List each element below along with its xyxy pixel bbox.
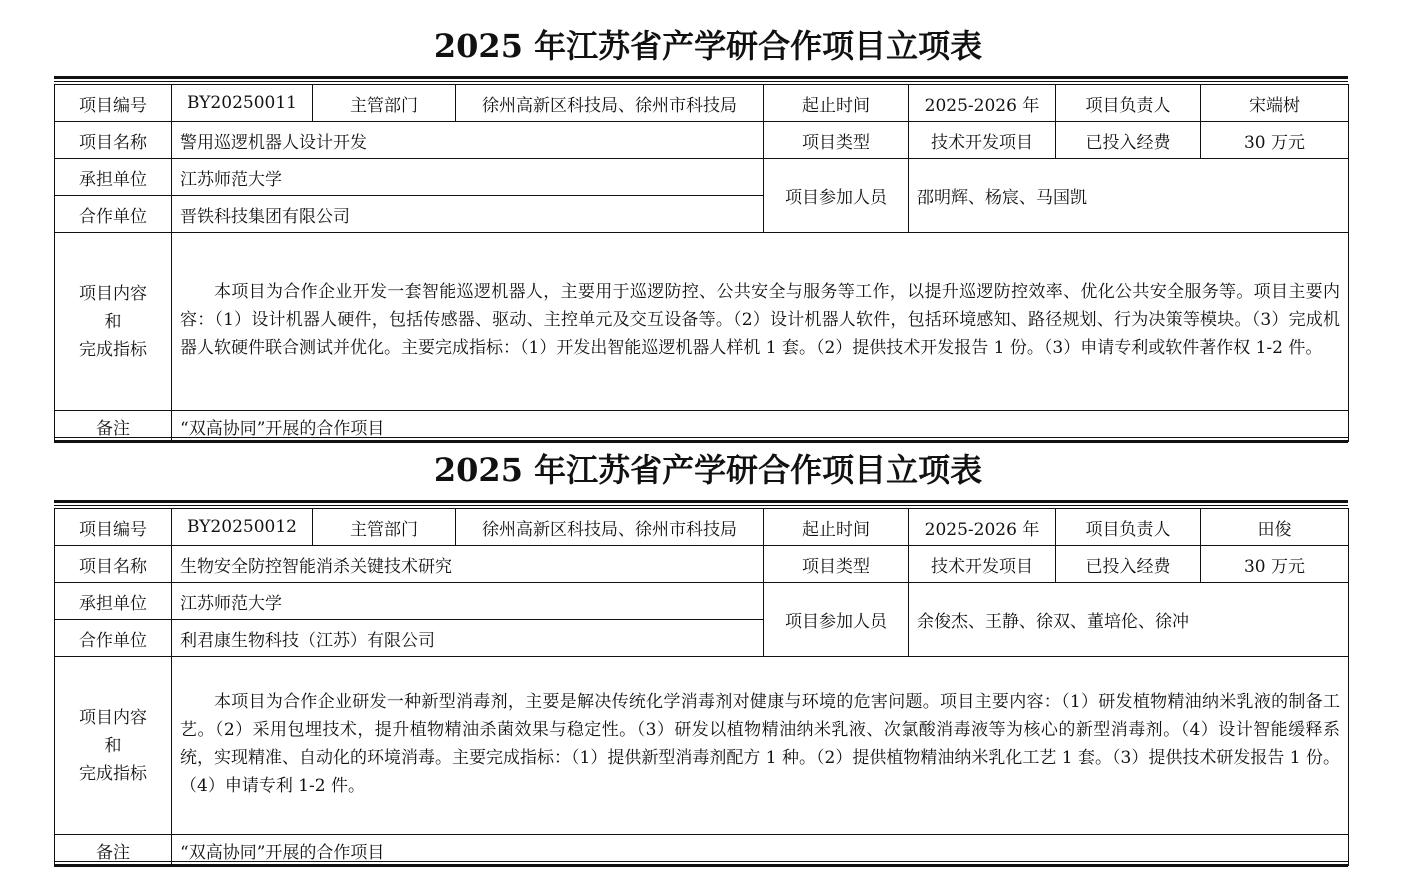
value-participants: 邵明辉、杨宸、马国凯 <box>909 159 1349 233</box>
table-row <box>55 657 1349 835</box>
value-undertaker: 江苏师范大学 <box>172 159 764 196</box>
bottom-rule <box>54 864 1348 867</box>
value-remark: “双高协同”开展的合作项目 <box>172 411 1349 442</box>
top-rule <box>54 500 1348 503</box>
bottom-rule-thin <box>54 861 1348 862</box>
bottom-rule-thin <box>54 437 1348 438</box>
top-rule-thin <box>54 81 1348 82</box>
value-department: 徐州高新区科技局、徐州市科技局 <box>456 509 764 546</box>
value-project-type: 技术开发项目 <box>909 546 1056 583</box>
label-project-name: 项目名称 <box>55 546 172 583</box>
label-project-no: 项目编号 <box>55 509 172 546</box>
value-project-type: 技术开发项目 <box>909 122 1056 159</box>
table-row <box>55 122 1349 159</box>
label-partner: 合作单位 <box>55 620 172 657</box>
table-row <box>55 159 1349 196</box>
value-project-no: BY20250012 <box>172 509 313 546</box>
label-project-type: 项目类型 <box>764 122 909 159</box>
value-remark: “双高协同”开展的合作项目 <box>172 835 1349 866</box>
table-row <box>55 509 1349 546</box>
top-rule <box>54 76 1348 79</box>
value-funding: 30 万元 <box>1201 122 1349 159</box>
label-content-line-3: 完成指标 <box>79 763 147 784</box>
label-participants: 项目参加人员 <box>764 583 909 657</box>
label-funding: 已投入经费 <box>1056 122 1201 159</box>
label-partner: 合作单位 <box>55 196 172 233</box>
label-content-line-3: 完成指标 <box>79 339 147 360</box>
label-content-line-2: 和 <box>104 311 122 332</box>
table-row <box>55 546 1349 583</box>
label-leader: 项目负责人 <box>1056 85 1201 122</box>
label-content-line-1: 项目内容 <box>79 283 147 304</box>
table-row <box>55 583 1349 620</box>
value-project-name: 警用巡逻机器人设计开发 <box>172 122 764 159</box>
label-undertaker: 承担单位 <box>55 159 172 196</box>
form-title: 2025 年江苏省产学研合作项目立项表 <box>433 27 983 65</box>
label-remark: 备注 <box>55 835 172 866</box>
value-content: 本项目为合作企业开发一套智能巡逻机器人，主要用于巡逻防控、公共安全与服务等工作，以提升巡逻防控效率、优化公共安全服务等。项目主要内容：（1）设计机器人硬件，包括传感器、驱动、主控单元及交互设备等。（2）设计机器人软件，包括环境感知、路径规划、行为决策等模块。（3）完成机器人软硬件联合测试并优化。主要完成指标：（1）开发出智能巡逻机器人样机 1 套。（2）提供技术开发报告 1 份。（3）申请专利或软件著作权 1-2 件。 <box>172 233 1349 411</box>
top-rule-thin <box>54 505 1348 506</box>
value-content: 本项目为合作企业研发一种新型消毒剂，主要是解决传统化学消毒剂对健康与环境的危害问题。项目主要内容：（1）研发植物精油纳米乳液的制备工艺。（2）采用包埋技术，提升植物精油杀菌效果与稳定性。（3）研发以植物精油纳米乳液、次氯酸消毒液等为核心的新型消毒剂。（4）设计智能缓释系统，实现精准、自动化的环境消毒。主要完成指标：（1）提供新型消毒剂配方 1 种。（2）提供植物精油纳米乳化工艺 1 套。（3）提供技术研发报告 1 份。（4）申请专利 1-2 件。 <box>172 657 1349 835</box>
label-period: 起止时间 <box>764 509 909 546</box>
project-table <box>54 508 1349 866</box>
label-participants: 项目参加人员 <box>764 159 909 233</box>
label-content <box>55 657 172 835</box>
label-project-name: 项目名称 <box>55 122 172 159</box>
value-undertaker: 江苏师范大学 <box>172 583 764 620</box>
value-project-name: 生物安全防控智能消杀关键技术研究 <box>172 546 764 583</box>
label-funding: 已投入经费 <box>1056 546 1201 583</box>
table-row <box>55 85 1349 122</box>
label-content <box>55 233 172 411</box>
value-participants: 余俊杰、王静、徐双、董培伦、徐冲 <box>909 583 1349 657</box>
bottom-rule <box>54 440 1348 443</box>
value-funding: 30 万元 <box>1201 546 1349 583</box>
label-leader: 项目负责人 <box>1056 509 1201 546</box>
value-leader: 宋端树 <box>1201 85 1349 122</box>
label-department: 主管部门 <box>313 85 456 122</box>
label-period: 起止时间 <box>764 85 909 122</box>
form-title: 2025 年江苏省产学研合作项目立项表 <box>433 451 983 489</box>
label-content-line-1: 项目内容 <box>79 707 147 728</box>
label-project-no: 项目编号 <box>55 85 172 122</box>
value-department: 徐州高新区科技局、徐州市科技局 <box>456 85 764 122</box>
value-partner: 利君康生物科技（江苏）有限公司 <box>172 620 764 657</box>
label-project-type: 项目类型 <box>764 546 909 583</box>
label-department: 主管部门 <box>313 509 456 546</box>
project-table <box>54 84 1349 442</box>
label-undertaker: 承担单位 <box>55 583 172 620</box>
value-partner: 晋铁科技集团有限公司 <box>172 196 764 233</box>
label-content-line-2: 和 <box>104 735 122 756</box>
value-period: 2025-2026 年 <box>909 509 1056 546</box>
value-leader: 田俊 <box>1201 509 1349 546</box>
value-project-no: BY20250011 <box>172 85 313 122</box>
value-period: 2025-2026 年 <box>909 85 1056 122</box>
table-row <box>55 233 1349 411</box>
label-remark: 备注 <box>55 411 172 442</box>
